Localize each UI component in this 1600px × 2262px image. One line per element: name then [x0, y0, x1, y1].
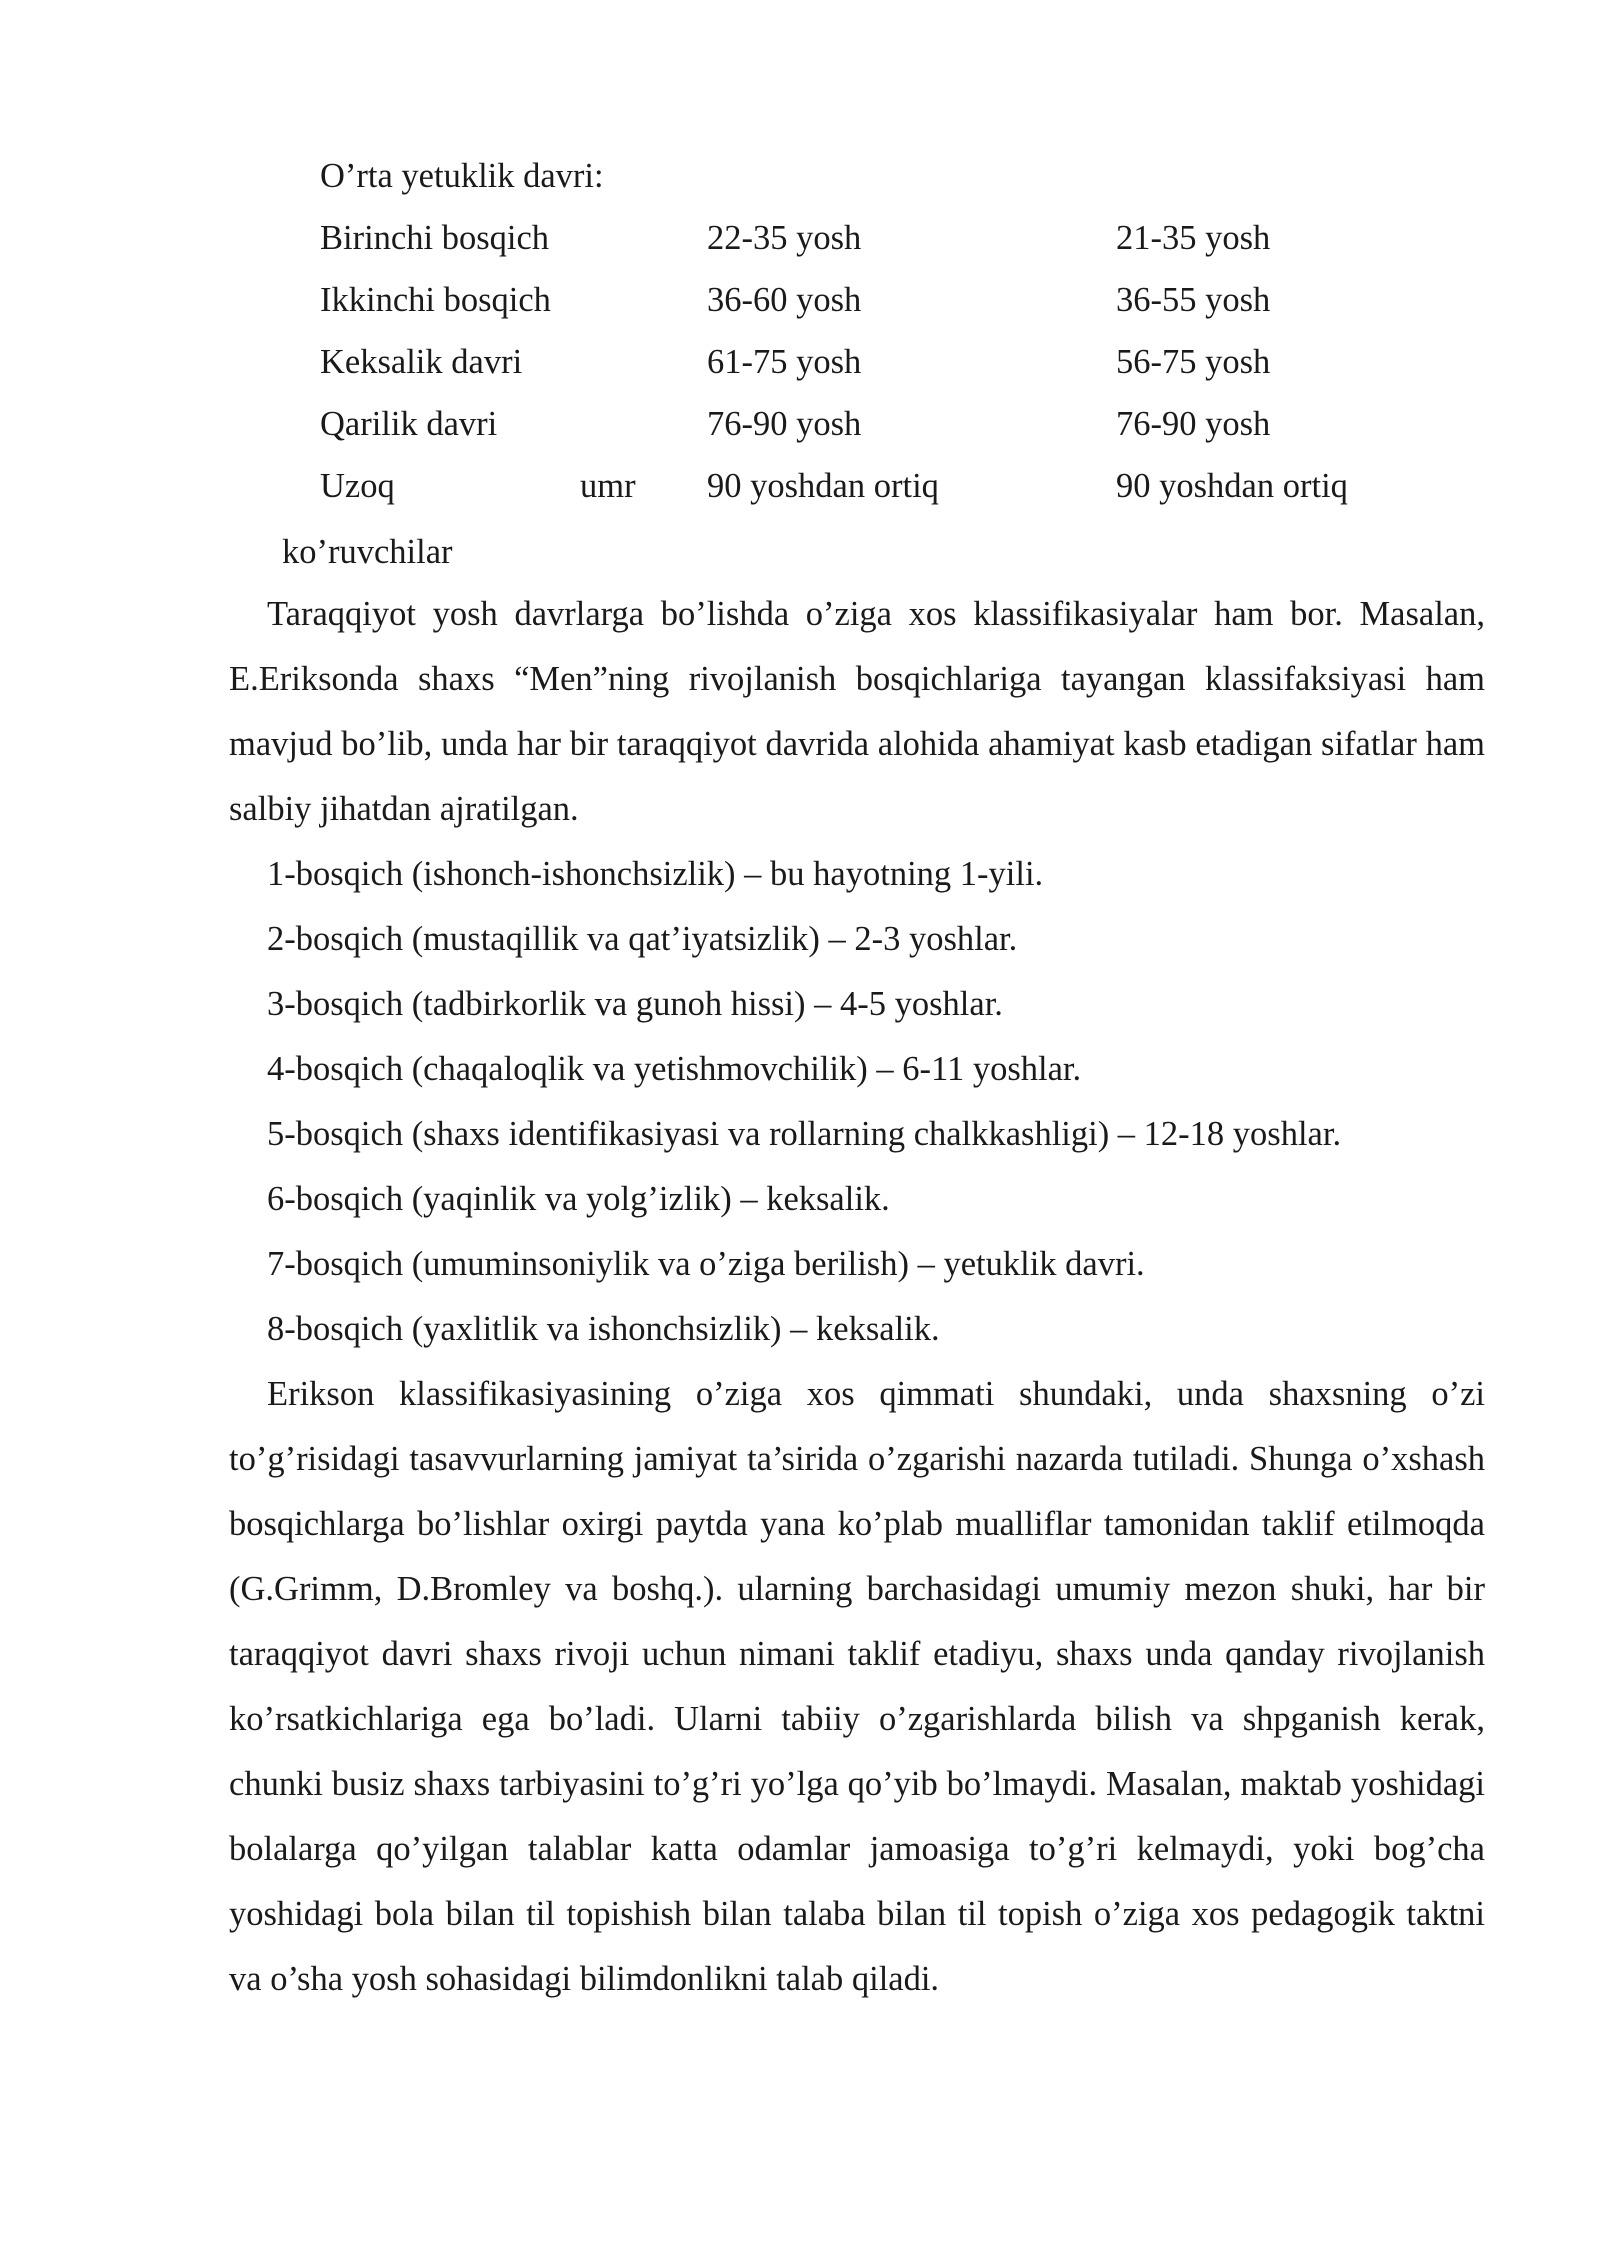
stage-item: 7-bosqich (umuminsoniylik va o’ziga berilish) – yetuklik davri.	[267, 1245, 1145, 1283]
period-name-part2: umr	[580, 467, 636, 505]
period-name: Ikkinchi bosqich	[320, 281, 551, 319]
period-name: Qarilik davri	[320, 405, 498, 443]
closing-paragraph: Erikson klassifikasiyasining o’ziga xos qimmati shundaki, unda shaxsning o’zi to’g’risidagi tasavvurlarning jamiyat ta’sirida o’zgarishi nazarda tutiladi. Shunga o’xshash bosqichlarga bo’lishlar oxirgi paytda yana ko’plab mualliflar tamonidan taklif etilmoqda (G.Grimm, D.Bromley va boshq.). ularning barchasidagi umumiy mezon shuki, har bir taraqqiyot davri shaxs rivoji uchun nimani taklif etadiyu, shaxs unda qanday rivojlanish ko’rsatkichlariga ega bo’ladi. Ularni tabiiy o’zgarishlarda bilish va shpganish kerak, chunki busiz shaxs tarbiyasini to’g’ri yo’lga qo’yib bo’lmaydi. Masalan, maktab yoshidagi bolalarga qo’yilgan talablar katta odamlar jamoasiga to’g’ri kelmaydi, yoki bog’cha yoshidagi bola bilan til topishish bilan talaba bilan til topish o’ziga xos pedagogik taktni va o’sha yosh sohasidagi bilimdonlikni talab qiladi.	[229, 1375, 1485, 1998]
age-table-row	[320, 455, 1380, 517]
stage-item: 2-bosqich (mustaqillik va qat’iyatsizlik) – 2-3 yoshlar.	[267, 920, 1018, 958]
age-range-1: 76-90 yosh	[707, 405, 862, 443]
stage-item: 4-bosqich (chaqaloqlik va yetishmovchilik) – 6-11 yoshlar.	[267, 1050, 1082, 1088]
period-name-part1: Uzoq	[320, 467, 395, 505]
age-table-heading: O’rta yetuklik davri:	[320, 157, 604, 195]
period-name: Birinchi bosqich	[320, 219, 550, 257]
age-table-row	[320, 393, 1380, 455]
age-range-2: 21-35 yosh	[1116, 219, 1271, 257]
stage-item: 5-bosqich (shaxs identifikasiyasi va rollarning chalkkashligi) – 12-18 yoshlar.	[267, 1115, 1342, 1153]
age-table-row	[320, 269, 1380, 331]
intro-paragraph: Taraqqiyot yosh davrlarga bo’lishda o’ziga xos klassifikasiyalar ham bor. Masalan, E.Eriksonda shaxs “Men”ning rivojlanish bosqichlariga tayangan klassifaksiyasi ham mavjud bo’lib, unda har bir taraqqiyot davrida alohida ahamiyat kasb etadigan sifatlar ham salbiy jihatdan ajratilgan.	[229, 595, 1485, 828]
stage-item: 3-bosqich (tadbirkorlik va gunoh hissi) – 4-5 yoshlar.	[267, 985, 1003, 1023]
age-range-2: 36-55 yosh	[1116, 281, 1271, 319]
stage-item: 6-bosqich (yaqinlik va yolg’izlik) – keksalik.	[267, 1180, 890, 1218]
age-range-2: 90 yoshdan ortiq	[1116, 467, 1348, 505]
period-name: Keksalik davri	[320, 343, 523, 381]
age-period-table	[320, 145, 1380, 517]
age-range-1: 22-35 yosh	[707, 219, 862, 257]
age-range-2: 76-90 yosh	[1116, 405, 1271, 443]
age-range-1: 90 yoshdan ortiq	[707, 467, 939, 505]
stage-item: 8-bosqich (yaxlitlik va ishonchsizlik) – keksalik.	[267, 1310, 940, 1348]
age-range-2: 56-75 yosh	[1116, 343, 1271, 381]
period-name-continuation: ko’ruvchilar	[282, 533, 453, 571]
age-table-row	[320, 331, 1380, 393]
age-table-row	[320, 207, 1380, 269]
stage-item: 1-bosqich (ishonch-ishonchsizlik) – bu hayotning 1-yili.	[267, 855, 1044, 893]
age-range-1: 61-75 yosh	[707, 343, 862, 381]
age-range-1: 36-60 yosh	[707, 281, 862, 319]
body-text	[229, 582, 1485, 2012]
